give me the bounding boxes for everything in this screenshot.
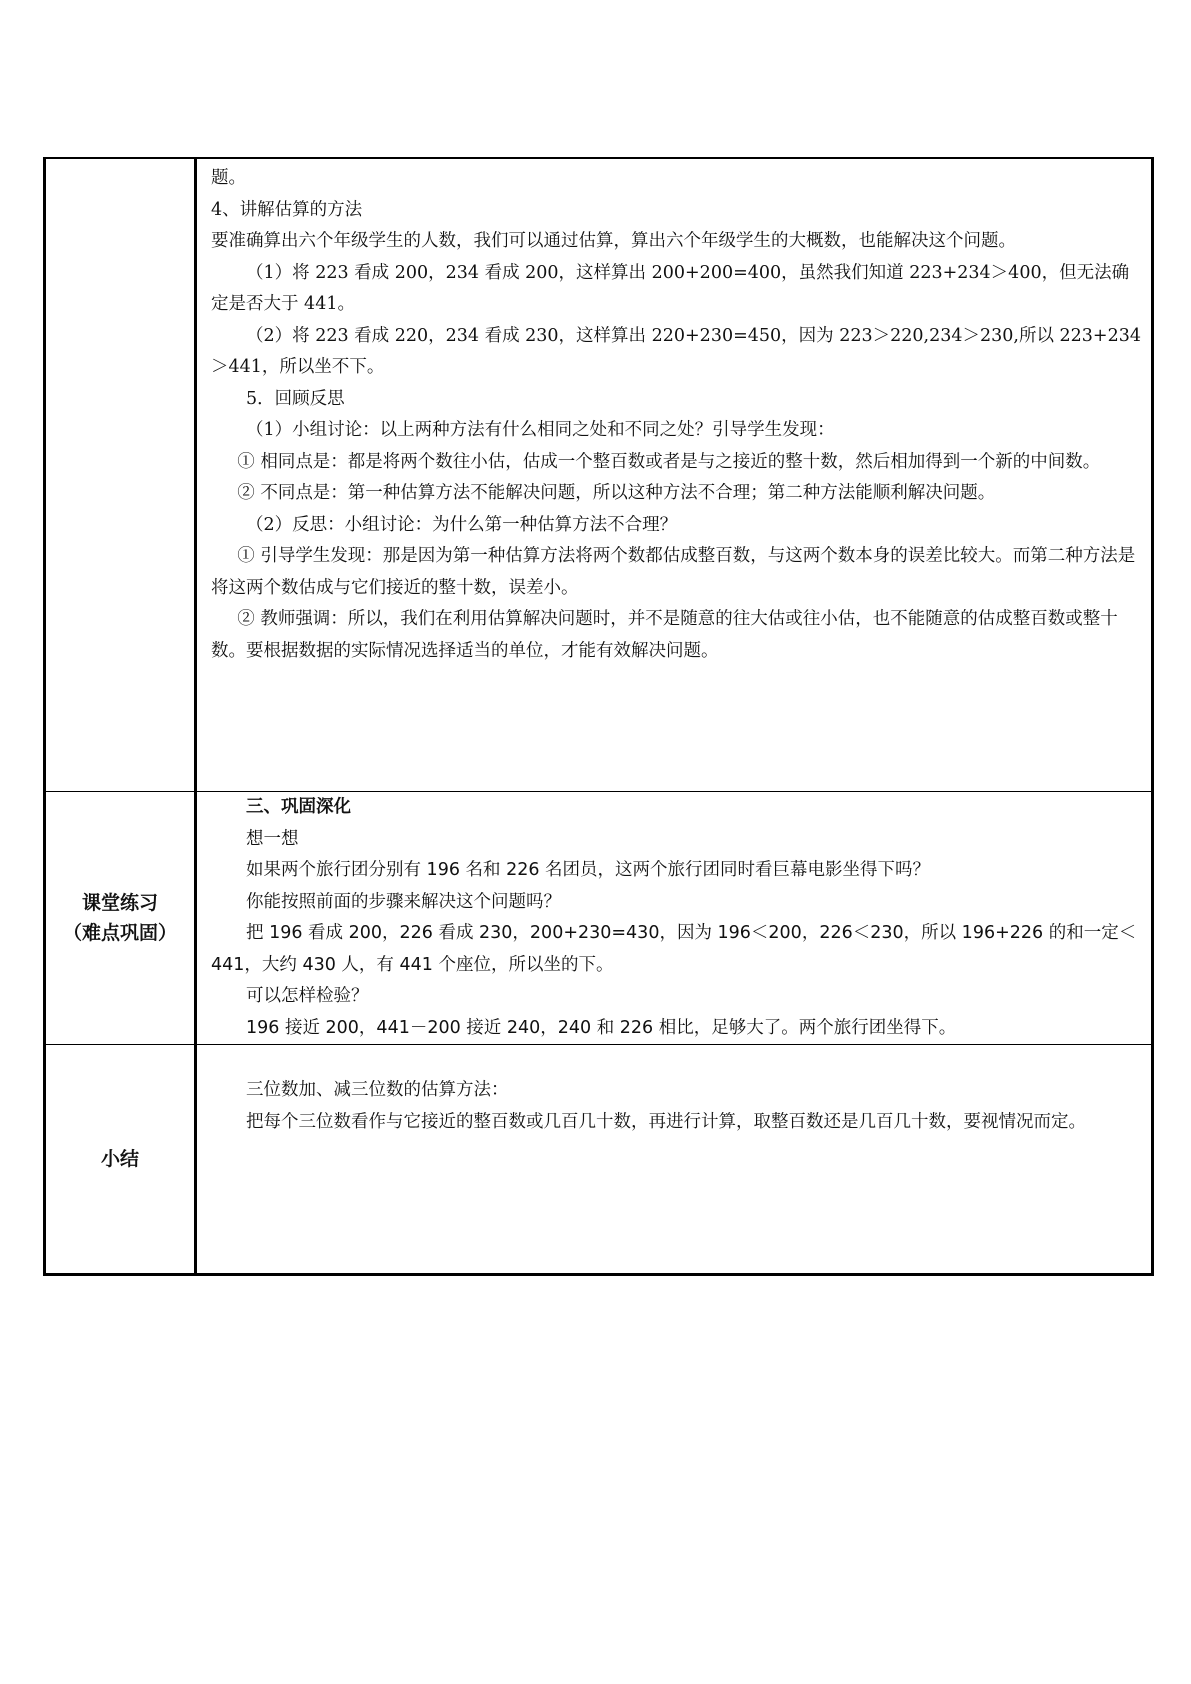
row-content-cell [196,792,1153,1045]
paragraph: 4、讲解估算的方法 [211,199,363,220]
paragraph: 三位数加、减三位数的估算方法： [246,1080,509,1100]
paragraph: ② 教师强调：所以，我们在利用估算解决问题时，并不是随意的往大估或往小估，也不能随意的估成整百数或整十数。要根据数据的实际情况选择适当的单位，才能有效解决问题。 [211,609,1118,661]
paragraph: （2）将 223 看成 220，234 看成 230，这样算出 220+230=450，因为 223＞220,234＞230,所以 223+234＞441，所以坐不下。 [211,325,1141,377]
paragraph: （2）反思：小组讨论：为什么第一种估算方法不合理？ [246,514,678,535]
lesson-plan-table [43,157,1154,1276]
paragraph: ① 引导学生发现：那是因为第一种估算方法将两个数都估成整百数，与这两个数本身的误差比较大。而第二种方法是将这两个数估成与它们接近的整十数，误差小。 [211,546,1136,598]
paragraph: 题。 [211,168,246,188]
section-heading: 三、巩固深化 [246,797,351,817]
row-label-sub: （难点巩固） [62,922,177,944]
paragraph: 把 196 看成 200，226 看成 230，200+230=430，因为 196＜200，226＜230，所以 196+226 的和一定＜441，大约 430 人，有 441 个座位，所以坐的下。 [211,923,1137,975]
paragraph: （1）小组讨论：以上两种方法有什么相同之处和不同之处？引导学生发现： [246,420,835,440]
paragraph: 想一想 [246,828,299,849]
row-label-cell [45,158,196,792]
paragraph: （1）将 223 看成 200，234 看成 200，这样算出 200+200=400，虽然我们知道 223+234＞400，但无法确定是否大于 441。 [211,262,1130,314]
paragraph: 要准确算出六个年级学生的人数，我们可以通过估算，算出六个年级学生的大概数，也能解决这个问题。 [211,231,1016,251]
table-row-summary [45,1045,1153,1275]
row-label-cell [45,792,196,1045]
row-label: 小结 [100,1148,139,1170]
paragraph: 你能按照前面的步骤来解决这个问题吗？ [246,891,561,912]
paragraph: 如果两个旅行团分别有 196 名和 226 名团员，这两个旅行团同时看巨幕电影坐得下吗？ [246,860,931,880]
paragraph: 5．回顾反思 [246,388,345,409]
row-content-cell [196,1045,1153,1275]
paragraph: 196 接近 200，441－200 接近 240，240 和 226 相比，足够大了。两个旅行团坐得下。 [246,1017,957,1038]
row-label-cell [45,1045,196,1275]
table-row-practice [45,792,1153,1045]
paragraph: 可以怎样检验？ [246,986,369,1006]
paragraph: 把每个三位数看作与它接近的整百数或几百几十数，再进行计算，取整百数还是几百几十数，要视情况而定。 [246,1111,1086,1132]
row-content-cell [196,158,1153,792]
paragraph: ② 不同点是：第一种估算方法不能解决问题，所以这种方法不合理；第二种方法能顺利解决问题。 [237,483,996,503]
paragraph: ① 相同点是：都是将两个数往小估，估成一个整百数或者是与之接近的整十数，然后相加得到一个新的中间数。 [237,451,1101,472]
table-row-explanation [45,158,1153,792]
row-label: 课堂练习 [81,892,158,914]
